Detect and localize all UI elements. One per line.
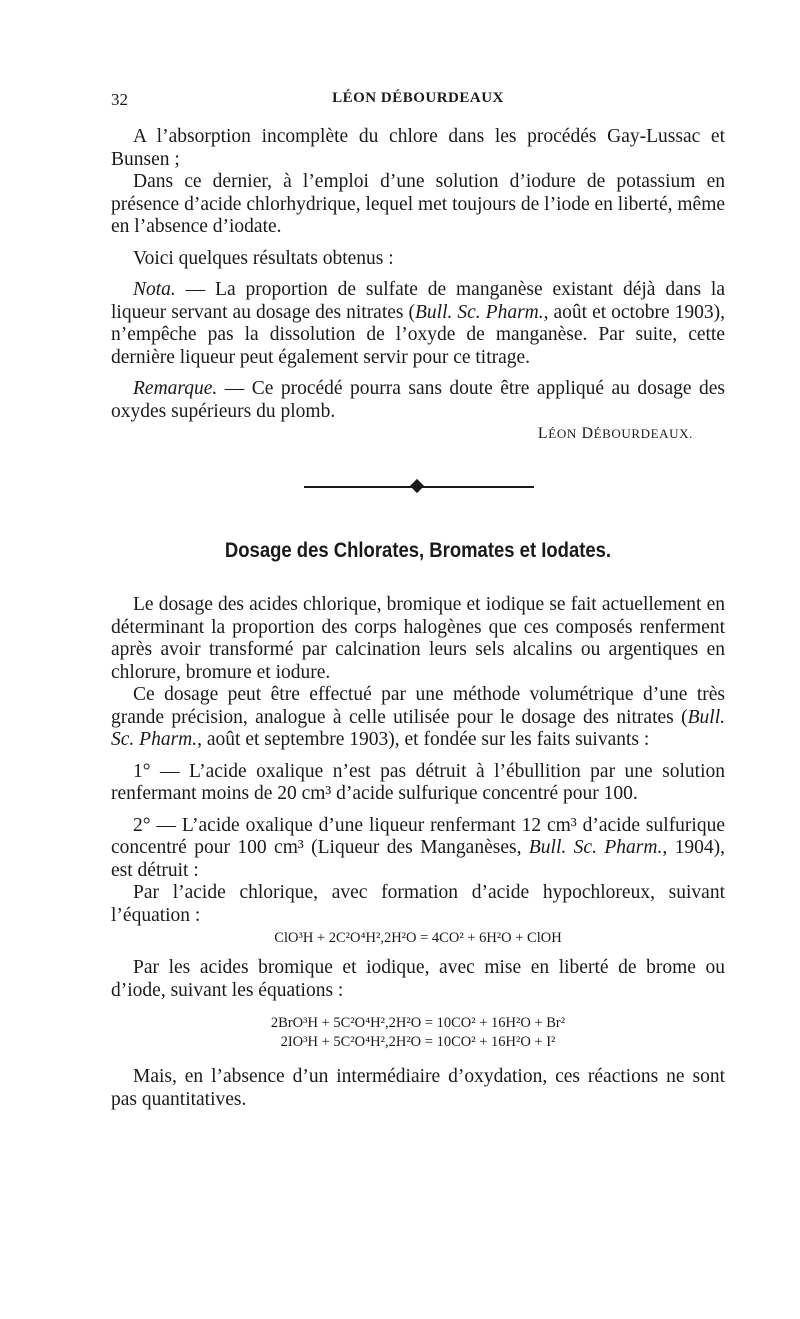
equation-chloric: ClO³H + 2C²O⁴H²,2H²O = 4CO² + 6H²O + ClOH xyxy=(274,930,562,946)
paragraph-fact-1: 1° — L’acide oxalique n’est pas détruit à l’ébullition par une solution renfermant moins de 20 cm³ d’acide sulfurique concentré pour 100. xyxy=(111,760,725,804)
author-signature xyxy=(111,423,725,446)
paragraph-bromic-iodic: Par les acides bromique et iodique, avec mise en liberté de brome ou d’iode, suivant les équations : xyxy=(111,957,725,1001)
paragraph-method xyxy=(111,684,725,752)
signature-rest-1: ÉON xyxy=(548,426,577,441)
nota-text-a: — La proportion de sulfate de manganèse existant déjà dans la liqueur servant au dosage des nitrates ( xyxy=(111,279,725,323)
remarque-text: — Ce procédé pourra sans doute être appliqué au dosage des oxydes supérieurs du plomb. xyxy=(111,378,725,422)
paragraph-remarque xyxy=(111,378,725,423)
page-header xyxy=(111,90,725,114)
equation-bromic: 2BrO³H + 5C²O⁴H²,2H²O = 10CO² + 16H²O + Br² xyxy=(270,1015,566,1031)
remarque-label: Remarque. xyxy=(133,378,218,399)
method-text-a: Ce dosage peut être effectué par une méthode volumétrique d’une très grande précision, analogue à celle utilisée pour le dosage des nitrates ( xyxy=(111,684,725,728)
section-divider xyxy=(304,484,534,490)
method-reference: Bull. Sc. Pharm. xyxy=(111,706,725,750)
top-section xyxy=(111,126,725,446)
article-body xyxy=(111,594,725,1111)
article-title: Dosage des Chlorates, Bromates et Iodates. xyxy=(224,539,612,562)
paragraph-results: Voici quelques résultats obtenus : xyxy=(133,247,394,269)
method-text-b: , août et septembre 1903), et fondée sur les faits suivants : xyxy=(197,729,650,750)
fact-2-reference: Bull. Sc. Pharm. xyxy=(528,837,663,858)
paragraph-intro: Le dosage des acides chlorique, bromique et iodique se fait actuellement en déterminant la proportion des corps halogènes que ces composés renferment après avoir transformé par calcination leurs sels alcalins ou argentiques en chlorure, bromure et iodure. xyxy=(111,594,725,683)
paragraph-absorption: A l’absorption incomplète du chlore dans les procédés Gay-Lussac et Bunsen ; xyxy=(111,126,725,170)
nota-label: Nota. xyxy=(133,279,176,300)
page-number: 32 xyxy=(111,90,128,109)
running-head: LÉON DÉBOURDEAUX xyxy=(332,90,504,106)
paragraph-nota xyxy=(111,279,725,369)
signature-rest-2: ÉBOURDEAUX. xyxy=(593,426,693,441)
diamond-ornament-icon xyxy=(410,479,424,493)
nota-reference: Bull. Sc. Pharm. xyxy=(415,301,544,323)
fact-2-text-a: 2° — L’acide oxalique d’une liqueur renfermant 12 cm³ d’acide sulfurique concentré pour 100 cm³ (Liqueur des Manganèses, xyxy=(111,814,725,858)
equation-iodic: 2IO³H + 5C²O⁴H²,2H²O = 10CO² + 16H²O + I² xyxy=(280,1034,556,1050)
paragraph-fact-2 xyxy=(111,815,725,883)
nota-text-b: , août et octobre 1903), n’empêche pas la dissolution de l’oxyde de manganèse. Par suite, cette dernière liqueur peut également servir pour ce titrage. xyxy=(111,301,725,368)
signature-initial-2: D xyxy=(581,425,594,442)
signature-initial-1: L xyxy=(537,425,549,442)
paragraph-bunsen: Dans ce dernier, à l’emploi d’une solution d’iodure de potassium en présence d’acide chlorhydrique, lequel met toujours de l’iode en liberté, même en l’absence d’iodate. xyxy=(111,171,726,237)
paragraph-chloric: Par l’acide chlorique, avec formation d’acide hypochloreux, suivant l’équation : xyxy=(111,882,725,926)
fact-2-text-b: , 1904), est détruit : xyxy=(111,837,725,881)
paragraph-conclusion: Mais, en l’absence d’un intermédiaire d’oxydation, ces réactions ne sont pas quantitatives. xyxy=(111,1066,725,1110)
